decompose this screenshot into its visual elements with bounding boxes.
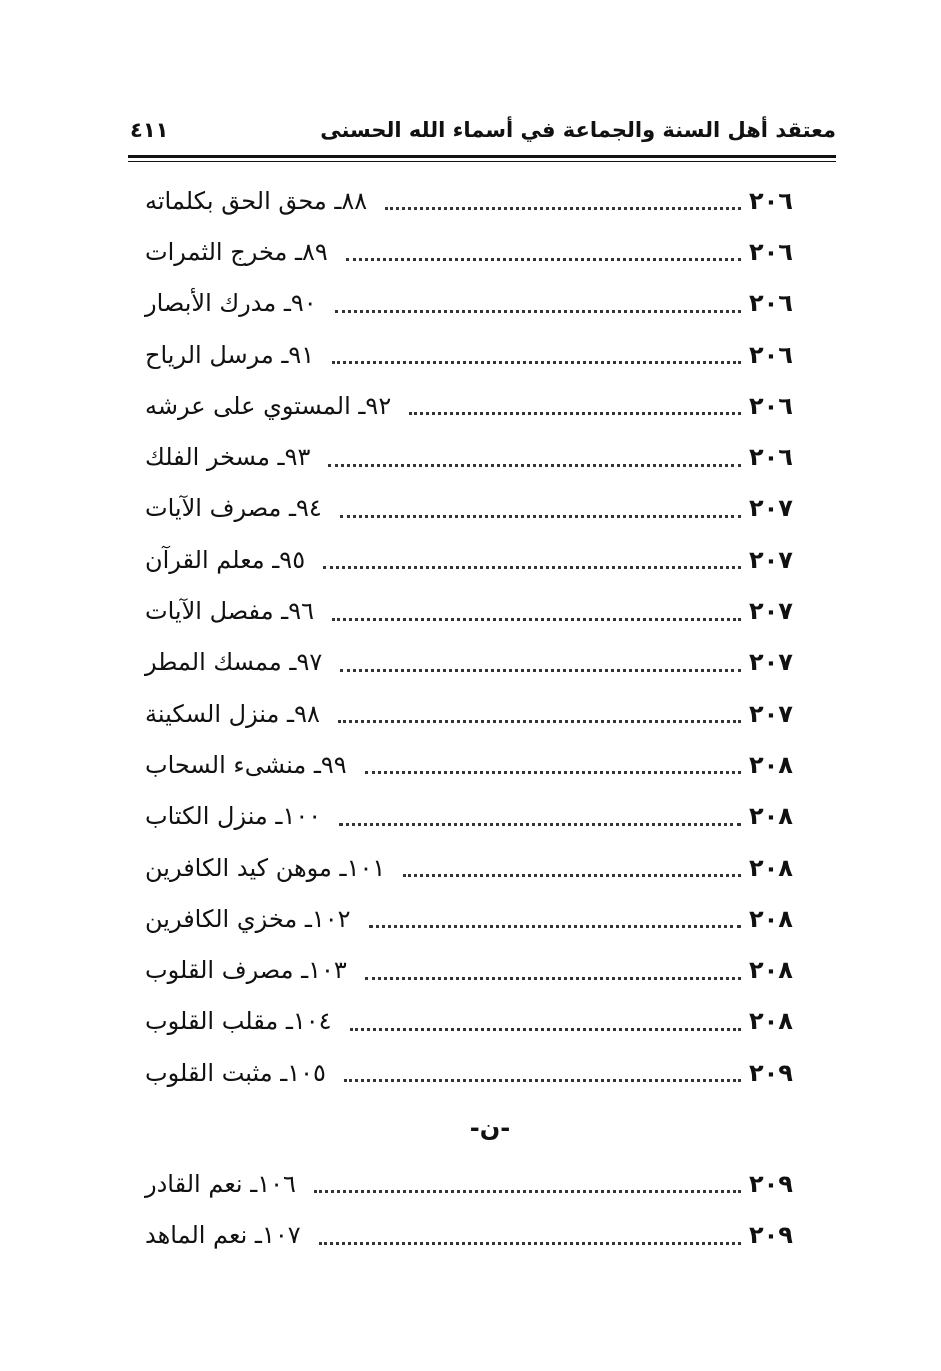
toc-entry-page: ٢٠٨ [749, 956, 793, 985]
toc-entry-page: ٢٠٧ [749, 545, 793, 574]
toc-entry-label: ٩٤ـ مصرف الآيات [145, 494, 322, 523]
dot-leader [385, 207, 741, 210]
header-rule-thick [128, 155, 836, 158]
dot-leader [314, 1190, 741, 1193]
toc-entry-page: ٢٠٨ [749, 750, 793, 779]
toc-entry [135, 380, 805, 431]
toc-entry-label: ٨٩ـ مخرج الثمرات [145, 237, 328, 266]
toc-entry-page: ٢٠٨ [749, 904, 793, 933]
toc-entry [135, 1047, 805, 1098]
toc-entry-label: ٩٢ـ المستوي على عرشه [145, 391, 392, 420]
toc-entry [135, 226, 805, 277]
toc-entry [135, 278, 805, 329]
dot-leader [403, 874, 741, 877]
section-heading-nun: -ن- [469, 1114, 511, 1143]
toc-entry-page: ٢٠٩ [749, 1221, 793, 1250]
toc-entry-page: ٢٠٨ [749, 1007, 793, 1036]
toc-entry [135, 893, 805, 944]
toc-entry [135, 1210, 805, 1261]
dot-leader [335, 310, 741, 313]
toc-entry-label: ١٠٠ـ منزل الكتاب [145, 802, 322, 831]
toc-entry-label: ٩٩ـ منشىء السحاب [145, 750, 347, 779]
toc-entry-page: ٢٠٧ [749, 699, 793, 728]
toc-entry [135, 175, 805, 226]
toc-group-mim [135, 175, 805, 1098]
dot-leader [369, 925, 741, 928]
dot-leader [323, 566, 741, 569]
toc-entry [135, 996, 805, 1047]
toc-entry-page: ٢٠٧ [749, 648, 793, 677]
toc-entry-page: ٢٠٦ [749, 443, 793, 472]
toc-entry-label: ٨٨ـ محق الحق بكلماته [145, 186, 368, 215]
toc-entry-page: ٢٠٦ [749, 289, 793, 318]
toc-entry-label: ١٠٥ـ مثبت القلوب [145, 1058, 326, 1087]
toc-entry-page: ٢٠٦ [749, 237, 793, 266]
toc-entry [135, 483, 805, 534]
toc-entry-label: ٩٨ـ منزل السكينة [145, 699, 320, 728]
toc-entry-label: ٩٠ـ مدرك الأبصار [145, 289, 317, 318]
dot-leader [319, 1242, 741, 1245]
dot-leader [350, 1028, 741, 1031]
dot-leader [339, 823, 741, 826]
toc-entry [135, 842, 805, 893]
toc-entry-page: ٢٠٧ [749, 494, 793, 523]
dot-leader [338, 720, 741, 723]
toc-entry-page: ٢٠٦ [749, 340, 793, 369]
toc-entry [135, 585, 805, 636]
header-rule-thin [128, 161, 836, 162]
toc-entry [135, 329, 805, 380]
toc-entry-page: ٢٠٨ [749, 853, 793, 882]
toc-entry [135, 534, 805, 585]
toc-entry-label: ٩٧ـ ممسك المطر [145, 648, 323, 677]
page-number: ٤١١ [130, 118, 169, 142]
running-title: معتقد أهل السنة والجماعة في أسماء الله الحسنى [320, 118, 836, 142]
dot-leader [409, 412, 741, 415]
toc-entry-label: ١٠٧ـ نعم الماهد [145, 1221, 301, 1250]
toc-entry-label: ١٠٢ـ مخزي الكافرين [145, 904, 351, 933]
toc-entry-label: ١٠٣ـ مصرف القلوب [145, 956, 347, 985]
toc-entry-label: ٩٣ـ مسخر الفلك [145, 443, 311, 472]
toc-entry-page: ٢٠٦ [749, 186, 793, 215]
toc-entry [135, 739, 805, 790]
toc-entry-label: ١٠٤ـ مقلب القلوب [145, 1007, 332, 1036]
toc-entry-label: ٩٦ـ مفصل الآيات [145, 597, 314, 626]
toc-entry [135, 688, 805, 739]
toc-entry [135, 431, 805, 482]
toc-group-nun [135, 1158, 805, 1261]
dot-leader [332, 618, 741, 621]
toc-entry-label: ٩١ـ مرسل الرياح [145, 340, 315, 369]
toc-entry-label: ١٠٦ـ نعم القادر [145, 1169, 296, 1198]
toc-entry [135, 637, 805, 688]
dot-leader [365, 771, 741, 774]
toc-entry-label: ٩٥ـ معلم القرآن [145, 545, 306, 574]
dot-leader [332, 361, 741, 364]
toc-entry [135, 944, 805, 995]
dot-leader [365, 977, 741, 980]
toc-entry-page: ٢٠٨ [749, 802, 793, 831]
dot-leader [346, 258, 741, 261]
dot-leader [340, 515, 741, 518]
toc-entry [135, 1158, 805, 1209]
toc-entry-page: ٢٠٩ [749, 1169, 793, 1198]
toc-entry [135, 791, 805, 842]
table-of-contents [135, 175, 805, 1261]
toc-entry-page: ٢٠٩ [749, 1058, 793, 1087]
dot-leader [340, 669, 741, 672]
toc-entry-page: ٢٠٦ [749, 391, 793, 420]
dot-leader [344, 1079, 741, 1082]
dot-leader [328, 464, 741, 467]
toc-entry-label: ١٠١ـ موهن كيد الكافرين [145, 853, 386, 882]
toc-entry-page: ٢٠٧ [749, 597, 793, 626]
